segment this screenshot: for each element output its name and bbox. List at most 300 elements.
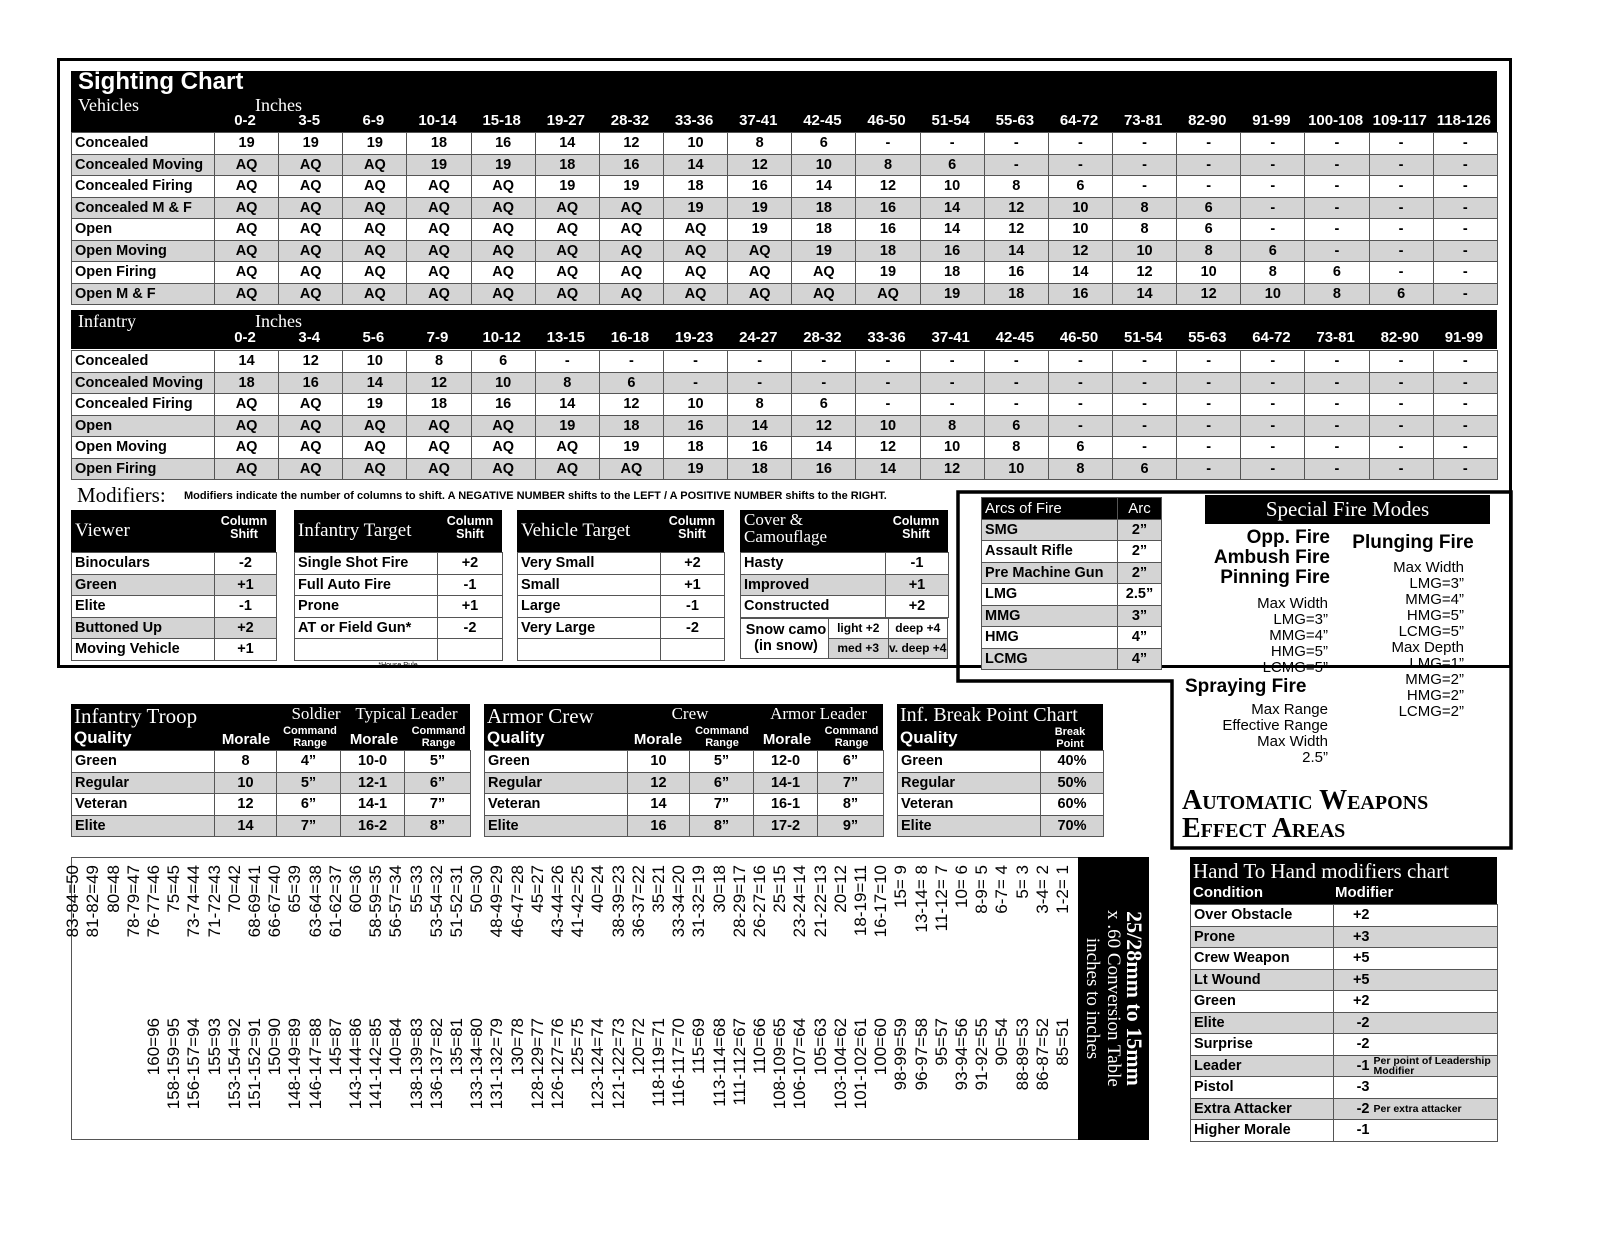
infantry-cell: 18 — [663, 437, 727, 459]
vehicles-range-col: 82-90 — [1188, 112, 1227, 129]
plunging-fire-line: MMG=2” — [1405, 671, 1464, 688]
vehicles-cell: 10 — [1177, 262, 1241, 284]
vehicles-cell: - — [1305, 240, 1369, 262]
infantry-cell: - — [1048, 351, 1112, 373]
vehicles-cell: 19 — [599, 176, 663, 198]
infantry-row-label: Concealed Firing — [72, 394, 215, 416]
armor-cell: 16 — [628, 815, 690, 837]
vehicles-cell: - — [1305, 154, 1369, 176]
vehicles-cell: - — [1305, 133, 1369, 155]
vehicles-cell: - — [856, 133, 920, 155]
cover-cell: Constructed — [741, 596, 886, 618]
breakpoint-cell: 50% — [1041, 772, 1104, 794]
vehicles-range-col: 91-99 — [1252, 112, 1291, 129]
armor-leader-group: Armor Leader — [770, 704, 867, 723]
vehicles-cell: - — [1369, 154, 1433, 176]
conversion-entry: 80=48 — [103, 865, 123, 913]
conversion-entry: 143-144=86 — [346, 1018, 365, 1110]
armor-leader-cmd-header: Command Range — [824, 725, 879, 749]
vehicles-range-col: 3-5 — [298, 112, 321, 129]
automatic-weapons-line2: Effect Areas — [1182, 813, 1346, 844]
armor-cell: Green — [485, 751, 628, 773]
conversion-entry: 66-67=40 — [265, 865, 285, 938]
troop-cell: 6” — [405, 772, 471, 794]
infantry-range-col: 46-50 — [1059, 329, 1099, 346]
troop-quality-label: Quality — [74, 728, 132, 747]
vehicles-cell: AQ — [663, 262, 727, 284]
troop-row — [72, 794, 471, 816]
vehicles-cell: AQ — [343, 219, 407, 241]
vehicles-cell: 10 — [663, 133, 727, 155]
infantry-cell: 8 — [535, 372, 599, 394]
conversion-entry: 111-112=67 — [729, 1018, 749, 1106]
vehicles-cell: - — [1112, 176, 1176, 198]
snow-light: light +2 — [829, 618, 889, 638]
vehicles-cell: 19 — [407, 154, 471, 176]
infantry-target-row — [295, 553, 503, 575]
viewer-cell: Buttoned Up — [72, 617, 215, 639]
armor-cell: 12 — [628, 772, 690, 794]
conversion-entry: 31-32=19 — [689, 865, 709, 938]
vehicles-cell: 8 — [728, 133, 792, 155]
troop-cell: 6” — [277, 794, 341, 816]
conversion-entry: 33-34=20 — [669, 865, 689, 938]
vehicles-range-col: 37-41 — [739, 112, 778, 129]
vehicles-cell: AQ — [728, 240, 792, 262]
troop-cell: 5” — [405, 751, 471, 773]
conversion-entry: 16-17=10 — [871, 865, 891, 938]
conversion-entry: 81-82=49 — [83, 865, 103, 938]
infantry-troop-quality-block — [71, 704, 470, 837]
conversion-entry: 55=33 — [406, 865, 426, 913]
armor-cell: 7” — [690, 794, 754, 816]
vehicles-range-col: 100-108 — [1308, 112, 1364, 129]
infantry-cell: 8 — [920, 415, 984, 437]
breakpoint-row — [898, 772, 1104, 794]
h2h-note — [1374, 948, 1498, 970]
vehicles-cell: 8 — [984, 176, 1048, 198]
conversion-entry: 30=18 — [709, 865, 729, 913]
spraying-fire-line: Max Width — [1257, 733, 1328, 750]
infantry-cell: - — [1048, 415, 1112, 437]
vehicles-cell: 16 — [856, 197, 920, 219]
arcs-cell: SMG — [982, 519, 1118, 541]
vehicles-row — [72, 262, 1498, 284]
infantry-cell: AQ — [407, 415, 471, 437]
h2h-row — [1191, 1055, 1498, 1077]
vehicles-cell: AQ — [343, 176, 407, 198]
special-fire-line: Max Width — [1257, 595, 1328, 612]
h2h-modifier: -1 — [1334, 1055, 1374, 1077]
breakpoint-row — [898, 815, 1104, 837]
infantry-cell: - — [1048, 372, 1112, 394]
infantry-inches-label: Inches — [255, 311, 302, 331]
vehicles-cell: 6 — [1369, 283, 1433, 305]
infantry-cell: 8 — [728, 394, 792, 416]
breakpoint-table — [897, 750, 1104, 837]
cover-table — [740, 552, 949, 618]
vehicles-cell: 6 — [920, 154, 984, 176]
h2h-row — [1191, 1098, 1498, 1120]
breakpoint-cell: Regular — [898, 772, 1041, 794]
vehicle-target-cell: Very Large — [518, 617, 661, 639]
infantry-cell: - — [599, 351, 663, 373]
infantry-cell: - — [1433, 458, 1497, 480]
h2h-condition: Elite — [1191, 1012, 1334, 1034]
arcs-cell: 4” — [1118, 627, 1162, 649]
infantry-cell: 8 — [407, 351, 471, 373]
automatic-weapons-title — [1182, 787, 1428, 843]
vehicles-cell: 12 — [984, 219, 1048, 241]
arcs-cell: Arc — [1118, 498, 1162, 520]
cover-cell: Hasty — [741, 553, 886, 575]
vehicles-cell: - — [1177, 176, 1241, 198]
infantry-row — [72, 458, 1498, 480]
viewer-cell: +1 — [215, 574, 277, 596]
infantry-cell: AQ — [471, 458, 535, 480]
infantry-cell: 10 — [663, 394, 727, 416]
troop-cell: Veteran — [72, 794, 215, 816]
infantry-target-row — [295, 617, 503, 639]
infantry-range-col: 73-81 — [1316, 329, 1355, 346]
infantry-range-col: 19-23 — [674, 329, 714, 346]
conversion-title-2: x .60 Conversion Table — [1103, 910, 1124, 1087]
vehicles-cell: - — [984, 133, 1048, 155]
vehicles-cell: 14 — [920, 219, 984, 241]
h2h-note — [1374, 1012, 1498, 1034]
infantry-cell: AQ — [343, 415, 407, 437]
conversion-title-1: 25/28mm to 15mm — [1122, 911, 1147, 1086]
arcs-row — [982, 519, 1162, 541]
plunging-fire-title: Plunging Fire — [1352, 532, 1474, 553]
conversion-entry: 43-44=26 — [548, 865, 567, 938]
vehicles-cell: 18 — [663, 176, 727, 198]
conversion-entry: 41-42=25 — [568, 865, 588, 938]
modifiers-title: Modifiers: — [77, 483, 166, 507]
infantry-row — [72, 394, 1498, 416]
vehicles-range-col: 15-18 — [482, 112, 521, 129]
h2h-condition: Leader — [1191, 1055, 1334, 1077]
conversion-entry: 21-22=13 — [810, 865, 830, 938]
vehicles-cell: AQ — [599, 219, 663, 241]
h2h-modifier: -2 — [1334, 1098, 1374, 1120]
infantry-cell: AQ — [215, 415, 279, 437]
infantry-cell: 8 — [1048, 458, 1112, 480]
vehicle-target-cell: +2 — [661, 553, 725, 575]
breakpoint-col-header: Break Point — [1054, 726, 1086, 750]
vehicle-target-cell: Very Small — [518, 553, 661, 575]
vehicles-cell: 16 — [920, 240, 984, 262]
vehicles-cell: 16 — [1048, 283, 1112, 305]
conversion-entry: 18-19=11 — [851, 865, 870, 937]
h2h-condition: Higher Morale — [1191, 1120, 1334, 1142]
conversion-column-1 — [63, 865, 1073, 985]
vehicles-cell: AQ — [728, 262, 792, 284]
infantry-cell: AQ — [215, 458, 279, 480]
troop-soldier-cmd-header: Command Range — [283, 725, 337, 749]
vehicles-cell: 12 — [1177, 283, 1241, 305]
armor-cell: 6” — [818, 751, 884, 773]
snow-deep: deep +4 — [888, 618, 948, 638]
viewer-title: Viewer — [75, 520, 130, 541]
vehicle-target-cell — [518, 639, 661, 661]
conversion-entry: 23-24=14 — [790, 865, 810, 938]
h2h-table — [1190, 904, 1498, 1142]
vehicles-cell: - — [1048, 133, 1112, 155]
breakpoint-cell: 70% — [1041, 815, 1104, 837]
viewer-cell: +1 — [215, 639, 277, 661]
vehicles-row — [72, 240, 1498, 262]
infantry-cell: AQ — [471, 437, 535, 459]
vehicle-target-cell: Large — [518, 596, 661, 618]
vehicles-cell: AQ — [663, 219, 727, 241]
vehicles-cell: 19 — [215, 133, 279, 155]
conversion-entry: 118-119=71 — [649, 1018, 668, 1107]
infantry-cell: AQ — [407, 437, 471, 459]
infantry-range-col: 10-12 — [482, 329, 521, 346]
armor-cell: 6” — [690, 772, 754, 794]
infantry-range-col: 91-99 — [1444, 329, 1484, 346]
arcs-cell: 2” — [1118, 519, 1162, 541]
vehicles-cell: 19 — [535, 176, 599, 198]
snow-med: med +3 — [829, 638, 889, 658]
troop-cell: 10-0 — [341, 751, 405, 773]
vehicles-cell: 8 — [1177, 240, 1241, 262]
vehicles-cell: - — [1433, 240, 1497, 262]
vehicles-sighting-table — [71, 132, 1498, 305]
conversion-entry: 73-74=44 — [184, 865, 204, 938]
vehicles-range-col: 10-14 — [418, 112, 457, 129]
infantry-cell: - — [1305, 415, 1369, 437]
infantry-cell: - — [1305, 458, 1369, 480]
vehicles-cell: AQ — [407, 262, 471, 284]
vehicles-cell: 18 — [792, 219, 856, 241]
infantry-target-cell: Prone — [295, 596, 438, 618]
viewer-cell: -1 — [215, 596, 277, 618]
armor-cell: 8” — [818, 794, 884, 816]
plunging-fire-line: LMG=3” — [1409, 575, 1464, 592]
conversion-entry: 113-114=68 — [709, 1018, 729, 1107]
infantry-range-columns — [214, 329, 1497, 349]
infantry-cell: 6 — [1112, 458, 1176, 480]
vehicles-cell: 14 — [663, 154, 727, 176]
conversion-entry: 131-132=79 — [487, 1018, 507, 1110]
vehicles-row — [72, 133, 1498, 155]
troop-row — [72, 815, 471, 837]
infantry-target-shift-header: Column Shift — [446, 514, 494, 541]
h2h-note — [1374, 969, 1498, 991]
conversion-entry: 115=69 — [689, 1018, 709, 1074]
infantry-cell: - — [1177, 372, 1241, 394]
infantry-range-col: 33-36 — [867, 329, 906, 346]
infantry-cell: 14 — [792, 437, 856, 459]
armor-cell: 14 — [628, 794, 690, 816]
vehicles-range-col: 118-126 — [1436, 112, 1492, 129]
troop-cell: 4” — [277, 751, 341, 773]
infantry-row-label: Concealed — [72, 351, 215, 373]
vehicles-cell: AQ — [471, 283, 535, 305]
infantry-row — [72, 372, 1498, 394]
vehicles-cell: 16 — [599, 154, 663, 176]
vehicles-cell: AQ — [471, 197, 535, 219]
vehicles-row-label: Open — [72, 219, 215, 241]
viewer-table — [71, 552, 277, 661]
vehicles-cell: 10 — [1048, 219, 1112, 241]
troop-cell: Regular — [72, 772, 215, 794]
infantry-cell: - — [728, 372, 792, 394]
vehicles-cell: - — [1305, 219, 1369, 241]
vehicles-cell: - — [1433, 262, 1497, 284]
h2h-modifier-header: Modifier — [1335, 884, 1394, 901]
troop-cell: 10 — [215, 772, 277, 794]
infantry-cell: 12 — [279, 351, 343, 373]
vehicle-target-cell: +1 — [661, 574, 725, 596]
arcs-cell: Assault Rifle — [982, 541, 1118, 563]
troop-leader-group: Typical Leader — [355, 704, 458, 723]
infantry-cell: 14 — [856, 458, 920, 480]
conversion-entry: 8-9= 5 — [972, 865, 992, 914]
arcs-row — [982, 648, 1162, 670]
vehicles-cell: 12 — [856, 176, 920, 198]
vehicles-range-col: 64-72 — [1059, 112, 1099, 129]
vehicles-cell: - — [1241, 219, 1305, 241]
vehicles-cell: AQ — [343, 262, 407, 284]
infantry-cell: 12 — [407, 372, 471, 394]
vehicles-range-columns — [214, 112, 1497, 132]
vehicles-cell: - — [1369, 240, 1433, 262]
arcs-cell: LCMG — [982, 648, 1118, 670]
vehicle-target-block — [517, 510, 724, 661]
vehicles-cell: AQ — [407, 219, 471, 241]
automatic-weapons-line1: Automatic Weapons — [1182, 785, 1429, 816]
conversion-entry: 20=12 — [830, 865, 850, 913]
infantry-cell: - — [1369, 437, 1433, 459]
vehicles-cell: 19 — [279, 133, 343, 155]
plunging-fire-line: LCMG=2” — [1398, 703, 1464, 720]
vehicles-row-label: Concealed M & F — [72, 197, 215, 219]
vehicles-range-col: 6-9 — [362, 112, 385, 129]
vehicles-cell: AQ — [535, 219, 599, 241]
infantry-row — [72, 437, 1498, 459]
conversion-entry: 151-152=91 — [245, 1018, 264, 1110]
h2h-modifier: -2 — [1334, 1034, 1374, 1056]
breakpoint-cell: Green — [898, 751, 1041, 773]
troop-cell: 7” — [405, 794, 471, 816]
vehicles-cell: 18 — [407, 133, 471, 155]
h2h-modifier: +5 — [1334, 969, 1374, 991]
vehicles-cell: AQ — [599, 197, 663, 219]
vehicles-cell: 6 — [1177, 197, 1241, 219]
conversion-entry: 145=87 — [325, 1018, 345, 1076]
armor-cell: Elite — [485, 815, 628, 837]
infantry-cell: AQ — [279, 415, 343, 437]
infantry-range-col: 3-4 — [298, 329, 321, 346]
vehicles-row — [72, 283, 1498, 305]
armor-row — [485, 815, 884, 837]
infantry-cell: - — [1241, 458, 1305, 480]
vehicles-cell: AQ — [343, 240, 407, 262]
infantry-cell: - — [663, 351, 727, 373]
conversion-entry: 38-39=23 — [608, 865, 628, 938]
infantry-cell: - — [1369, 415, 1433, 437]
infantry-cell: 6 — [599, 372, 663, 394]
vehicles-cell: AQ — [279, 219, 343, 241]
vehicles-cell: 6 — [1241, 240, 1305, 262]
vehicles-cell: AQ — [471, 176, 535, 198]
h2h-condition: Surprise — [1191, 1034, 1334, 1056]
armor-cell: Regular — [485, 772, 628, 794]
armor-row — [485, 751, 884, 773]
infantry-cell: 12 — [856, 437, 920, 459]
vehicles-inches-label: Inches — [255, 95, 302, 115]
special-fire-line: HMG=5” — [1270, 643, 1328, 660]
conversion-entry: 130=78 — [507, 1018, 527, 1076]
vehicles-cell: 6 — [1177, 219, 1241, 241]
infantry-cell: 10 — [343, 351, 407, 373]
infantry-cell: - — [1433, 394, 1497, 416]
infantry-cell: - — [1369, 372, 1433, 394]
vehicles-cell: - — [1433, 176, 1497, 198]
vehicles-cell: 10 — [1241, 283, 1305, 305]
infantry-cell: 12 — [792, 415, 856, 437]
vehicles-cell: AQ — [471, 240, 535, 262]
vehicle-target-cell — [661, 639, 725, 661]
vehicles-cell: AQ — [343, 197, 407, 219]
snow-camo-label: Snow camo (in snow) — [741, 618, 829, 658]
plunging-fire-line: LMG=1” — [1409, 655, 1464, 672]
armor-cell: 9” — [818, 815, 884, 837]
vehicles-cell: - — [1369, 197, 1433, 219]
vehicles-cell: AQ — [279, 240, 343, 262]
conversion-entry: 15= 9 — [891, 865, 911, 909]
troop-cell: 12 — [215, 794, 277, 816]
conversion-column-2 — [144, 1018, 1073, 1136]
infantry-cell: AQ — [279, 458, 343, 480]
hand-to-hand-block — [1190, 857, 1497, 1142]
conversion-entry: 146-147=88 — [305, 1018, 325, 1110]
vehicles-cell: 6 — [1305, 262, 1369, 284]
special-fire-line: MMG=4” — [1269, 627, 1328, 644]
arcs-row — [982, 584, 1162, 606]
troop-table — [71, 750, 471, 837]
special-fire-mode: Pinning Fire — [1220, 567, 1330, 588]
plunging-fire-line: HMG=5” — [1406, 607, 1464, 624]
vehicles-range-col: 33-36 — [674, 112, 714, 129]
infantry-range-col: 42-45 — [995, 329, 1035, 346]
vehicles-cell: 18 — [920, 262, 984, 284]
arcs-cell: 4” — [1118, 648, 1162, 670]
vehicles-cell: AQ — [856, 283, 920, 305]
infantry-cell: 19 — [599, 437, 663, 459]
armor-row — [485, 794, 884, 816]
armor-cell: 12-0 — [754, 751, 818, 773]
infantry-label: Infantry — [78, 311, 136, 331]
infantry-cell: - — [663, 372, 727, 394]
vehicles-cell: AQ — [663, 240, 727, 262]
vehicle-target-cell: -2 — [661, 617, 725, 639]
infantry-cell: - — [1433, 372, 1497, 394]
conversion-entry: 110=66 — [750, 1018, 769, 1074]
infantry-cell: AQ — [535, 458, 599, 480]
conversion-entry: 108-109=65 — [770, 1018, 790, 1110]
arcs-cell: Arcs of Fire — [982, 498, 1118, 520]
infantry-row-label: Open Firing — [72, 458, 215, 480]
breakpoint-cell: 40% — [1041, 751, 1104, 773]
infantry-cell: - — [1177, 415, 1241, 437]
troop-row — [72, 772, 471, 794]
conversion-entry: 1-2= 1 — [1053, 865, 1072, 914]
infantry-cell: - — [1241, 415, 1305, 437]
